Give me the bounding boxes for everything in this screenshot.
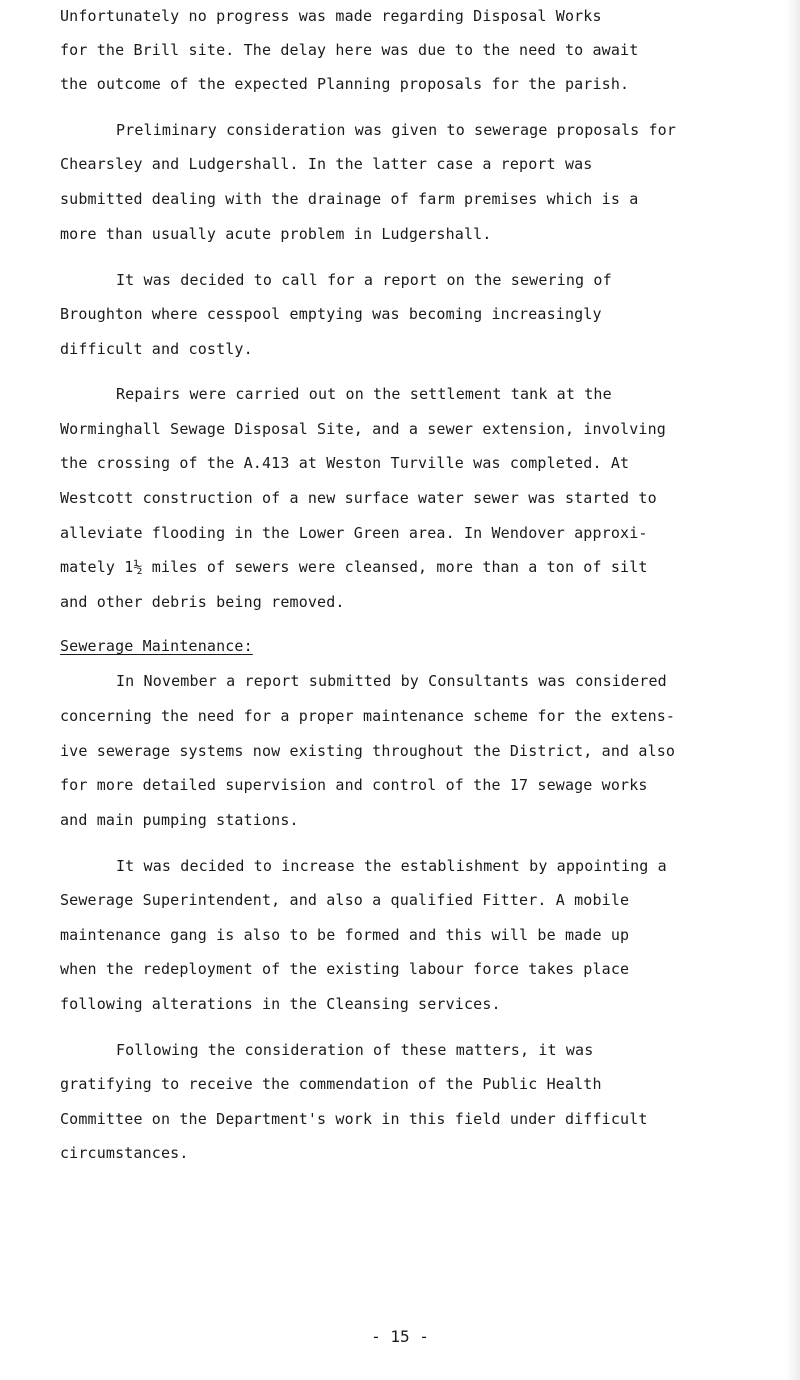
text-line: It was decided to increase the establishment by appointing a (116, 857, 667, 875)
text-line: Sewerage Superintendent, and also a qualified Fitter. A mobile (60, 891, 630, 909)
text-line: Broughton where cesspool emptying was becoming increasingly (60, 305, 602, 323)
section-heading: Sewerage Maintenance: (60, 637, 253, 655)
text-line: the outcome of the expected Planning proposals for the parish. (60, 75, 630, 93)
text-line: Westcott construction of a new surface water sewer was started to (60, 489, 657, 507)
text-line: Repairs were carried out on the settlement tank at the (116, 385, 612, 403)
page-edge-shadow (786, 0, 800, 1380)
text-line: alleviate flooding in the Lower Green area. In Wendover approxi- (60, 524, 648, 542)
text-line: It was decided to call for a report on the sewering of (116, 271, 612, 289)
text-line: Chearsley and Ludgershall. In the latter case a report was (60, 155, 593, 173)
text-line: more than usually acute problem in Ludgershall. (60, 225, 492, 243)
text-line: mately 1½ miles of sewers were cleansed, more than a ton of silt (60, 558, 648, 576)
text-line: Unfortunately no progress was made regarding Disposal Works (60, 7, 602, 25)
text-line: and other debris being removed. (60, 593, 345, 611)
text-line: In November a report submitted by Consultants was considered (116, 672, 667, 690)
text-line: Preliminary consideration was given to sewerage proposals for (116, 121, 677, 139)
text-line: when the redeployment of the existing labour force takes place (60, 960, 630, 978)
text-line: submitted dealing with the drainage of farm premises which is a (60, 190, 639, 208)
text-line: circumstances. (60, 1144, 189, 1162)
page-number: - 15 - (371, 1327, 429, 1346)
text-line: difficult and costly. (60, 340, 253, 358)
text-line: and main pumping stations. (60, 811, 299, 829)
text-line: Worminghall Sewage Disposal Site, and a sewer extension, involving (60, 420, 666, 438)
text-line: for the Brill site. The delay here was due to the need to await (60, 41, 639, 59)
text-line: gratifying to receive the commendation of the Public Health (60, 1075, 602, 1093)
text-line: concerning the need for a proper maintenance scheme for the extens- (60, 707, 676, 725)
text-line: following alterations in the Cleansing services. (60, 995, 501, 1013)
text-line: the crossing of the A.413 at Weston Turville was completed. At (60, 454, 630, 472)
text-line: Following the consideration of these matters, it was (116, 1041, 594, 1059)
text-line: for more detailed supervision and control of the 17 sewage works (60, 776, 648, 794)
text-line: ive sewerage systems now existing throughout the District, and also (60, 742, 676, 760)
text-line: maintenance gang is also to be formed and this will be made up (60, 926, 630, 944)
text-line: Committee on the Department's work in this field under difficult (60, 1110, 648, 1128)
